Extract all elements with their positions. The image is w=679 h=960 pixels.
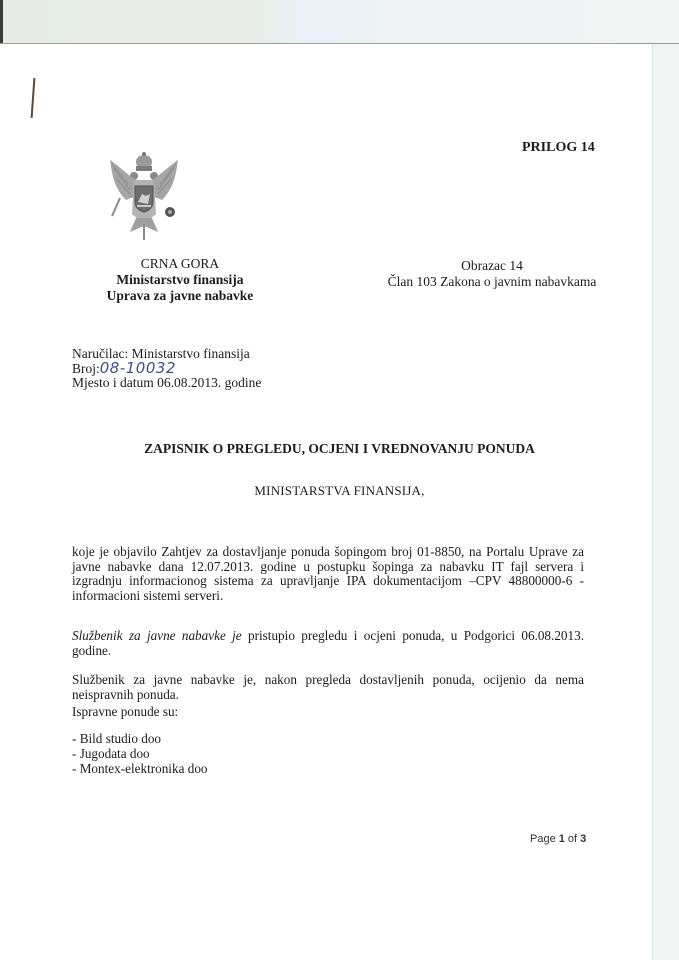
country-name: CRNA GORA — [140, 256, 220, 271]
valid-bids-list — [72, 731, 208, 776]
list-item: - Bild studio doo — [72, 731, 162, 746]
organization-block — [80, 256, 280, 304]
review-start-text: pristupio pregledu i ocjeni ponuda, u Podgorici 06.08.2013. godine. — [72, 628, 584, 658]
law-article: Član 103 Zakona o javnim nabavkama — [387, 274, 597, 289]
document-page — [0, 44, 653, 960]
annex-label: PRILOG 14 — [522, 140, 595, 155]
montenegro-coat-of-arms-icon — [106, 150, 182, 242]
handwritten-number: 08-10032 — [99, 359, 176, 377]
list-item: - Jugodata doo — [72, 746, 150, 761]
form-number: Obrazac 14 — [461, 258, 523, 273]
paragraph-review-start — [72, 629, 584, 658]
paragraph-evaluation: Službenik za javne nabavke je, nakon pregleda dostavljenih ponuda, ocijenio da nema neispravnih ponuda. — [72, 672, 584, 702]
place-date-label: Mjesto i datum — [72, 375, 154, 390]
page-number — [530, 833, 586, 845]
contracting-authority-value: Ministarstvo finansija — [131, 346, 250, 361]
department-name: Uprava za javne nabavke — [106, 288, 254, 303]
total-pages: 3 — [580, 833, 587, 845]
scan-edge — [0, 0, 3, 43]
of-word: of — [564, 833, 581, 845]
number-line — [72, 361, 261, 376]
valid-bids-heading: Ispravne ponude su: — [72, 704, 179, 719]
document-title: ZAPISNIK O PREGLEDU, OCJENI I VREDNOVANJU PONUDA — [144, 441, 535, 456]
scan-right-margin — [653, 44, 679, 960]
ministry-name: Ministarstvo finansija — [116, 272, 244, 287]
document-subtitle: MINISTARSTVA FINANSIJA, — [254, 483, 425, 498]
current-page: 1 — [558, 833, 565, 845]
place-date-line — [72, 376, 261, 390]
page-word: Page — [530, 833, 559, 845]
form-reference — [372, 258, 612, 290]
number-label: Broj: — [72, 361, 100, 376]
contracting-authority-label: Naručilac: — [72, 346, 129, 361]
document-meta — [72, 347, 261, 390]
place-date-value: 06.08.2013. godine — [157, 375, 262, 390]
list-item: - Montex-elektronika doo — [72, 761, 208, 776]
paragraph-request: koje je objavilo Zahtjev za dostavljanje ponuda šopingom broj 01-8850, na Portalu Uprave za javne nabavke dana 12.07.2013. godine u postupku šopinga za nabavku IT fajl servera i izgradnju informacionog sistema za upravljanje IPA dokumentacijom –CPV 48800000-6 - informacioni sistemi serveri. — [72, 544, 584, 603]
scan-top-strip — [0, 0, 679, 44]
officer-italic: Službenik za javne nabavke je — [72, 628, 242, 643]
